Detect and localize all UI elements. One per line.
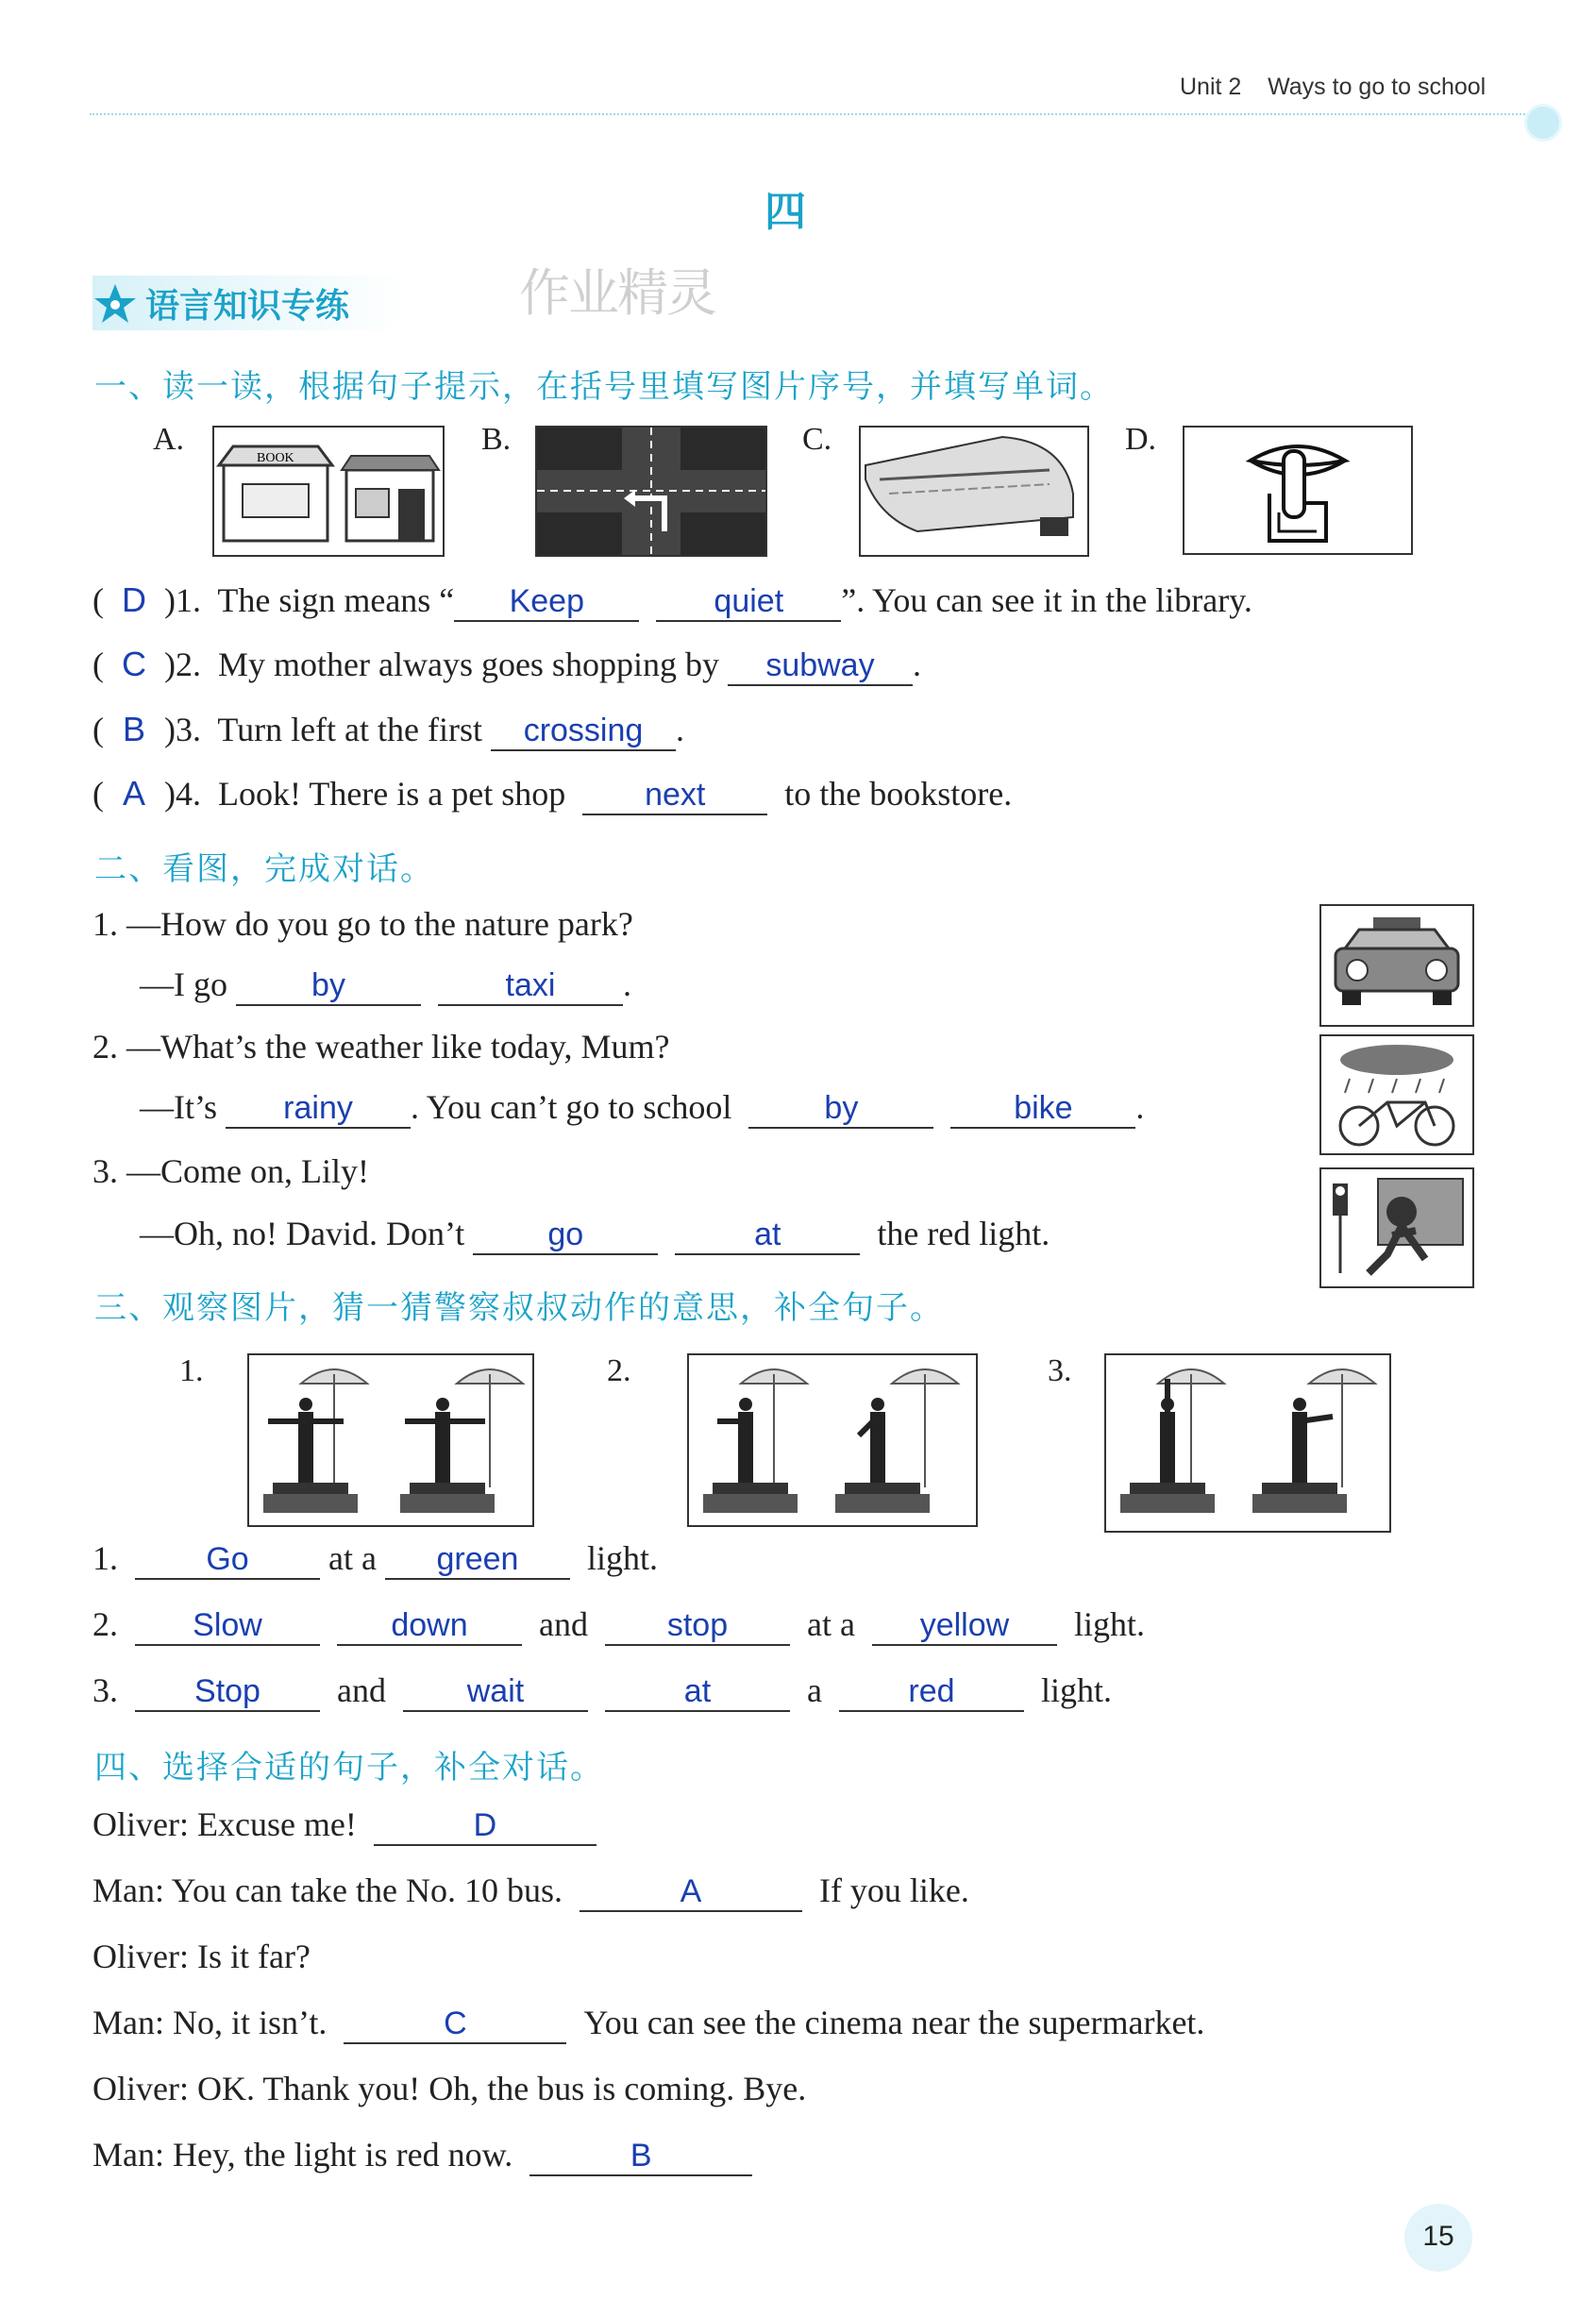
dialog-line-1 [92, 1804, 596, 1846]
item4-answer: A [122, 774, 145, 813]
dialog6-blank[interactable]: B [529, 2137, 752, 2176]
item3-answer: B [122, 710, 145, 748]
s3-blank4[interactable]: red [839, 1672, 1024, 1712]
q2-post: . [1135, 1088, 1145, 1126]
q2-pre: —It’s [140, 1088, 218, 1126]
section-title: 四 [764, 188, 806, 236]
pic-label-d: D. [1125, 422, 1157, 457]
item4-post: to the bookstore. [784, 775, 1013, 813]
picture-crossing [535, 426, 767, 557]
star-icon [92, 281, 138, 327]
s1-text1: at a [328, 1539, 377, 1577]
s2-text2: at a [806, 1605, 855, 1643]
item1-answer: D [122, 580, 146, 619]
s2-blank1[interactable]: Slow [135, 1606, 320, 1646]
dialog1-text: Oliver: Excuse me! [92, 1805, 357, 1843]
part1-item-2: ( C )2. My mother always goes shopping by subway . [92, 645, 921, 686]
pic-label-b: B. [481, 422, 512, 457]
q1-post: . [623, 965, 631, 1003]
q2-blank3[interactable]: bike [950, 1089, 1135, 1129]
dialog2-text: Man: You can take the No. 10 bus. [92, 1871, 563, 1909]
q1-blank2[interactable]: taxi [438, 966, 623, 1006]
dialog4-blank[interactable]: C [344, 2005, 566, 2044]
police-pic-label-2: 2. [607, 1353, 631, 1388]
item2-answer: C [122, 645, 146, 683]
item1-blank2[interactable]: quiet [656, 582, 841, 622]
s2-blank2[interactable]: down [337, 1606, 522, 1646]
watermark: 作业精灵 [519, 263, 715, 323]
s1-blank2[interactable]: green [385, 1540, 570, 1580]
item1-blank1[interactable]: Keep [454, 582, 639, 622]
s3-blank2[interactable]: wait [403, 1672, 588, 1712]
dialog-line-3 [92, 1937, 311, 1976]
item3-post: . [676, 711, 684, 748]
item4-number: )4. [164, 775, 201, 813]
s3-text1: and [337, 1671, 386, 1709]
item3-pre: Turn left at the first [217, 711, 482, 748]
picture-police-stop [1104, 1353, 1391, 1533]
picture-rain-bike [1319, 1034, 1474, 1155]
q3-blank2[interactable]: at [675, 1216, 860, 1255]
banner [92, 276, 404, 330]
part2-q2-line1: 2. —What’s the weather like today, Mum? [92, 1028, 670, 1066]
s1-text2: light. [586, 1539, 658, 1577]
dialog-line-6 [92, 2135, 752, 2176]
part4-heading: 四、选择合适的句子，补全对话。 [94, 1749, 604, 1787]
picture-taxi [1319, 904, 1474, 1027]
part3-heading: 三、观察图片，猜一猜警察叔叔动作的意思，补全句子。 [94, 1289, 944, 1327]
item1-pre: The sign means “ [217, 581, 455, 619]
pic-label-a: A. [153, 422, 185, 457]
dialog4-text: Man: No, it isn’t. [92, 2004, 328, 2041]
s2-text3: light. [1073, 1605, 1145, 1643]
part1-heading: 一、读一读，根据句子提示，在括号里填写图片序号，并填写单词。 [94, 368, 1114, 406]
picture-police-slow [687, 1353, 978, 1527]
dialog3-text: Oliver: Is it far? [92, 1938, 311, 1975]
part3-sentence-3 [92, 1670, 1112, 1712]
part3-sentence-2 [92, 1604, 1145, 1646]
unit-title: Ways to go to school [1268, 74, 1487, 100]
item2-post: . [912, 646, 921, 683]
page-number: 15 [1422, 2221, 1454, 2252]
dialog2-after: If you like. [818, 1871, 969, 1909]
header-divider [90, 113, 1529, 115]
banner-text: 语言知识专练 [145, 286, 350, 326]
s3-text3: light. [1040, 1671, 1112, 1709]
item1-number: )1. [164, 581, 201, 619]
s3-number: 3. [92, 1671, 118, 1709]
part1-item-4: ( A )4. Look! There is a pet shop next to the bookstore. [92, 774, 1012, 815]
picture-quiet-sign [1183, 426, 1413, 555]
part2-q3-line1: 3. —Come on, Lily! [92, 1152, 369, 1190]
police-pic-label-3: 3. [1048, 1353, 1072, 1388]
q1-blank1[interactable]: by [236, 966, 421, 1006]
header-circle-icon [1524, 104, 1562, 142]
part2-q1-line2 [140, 965, 631, 1006]
pic-label-c: C. [802, 422, 832, 457]
dialog1-blank[interactable]: D [374, 1806, 596, 1846]
unit-label: Unit 2 [1180, 74, 1242, 100]
dialog4-after: You can see the cinema near the supermarket. [583, 2004, 1205, 2041]
picture-subway-train [859, 426, 1089, 557]
police-pic-label-1: 1. [179, 1353, 204, 1388]
item2-pre: My mother always goes shopping by [218, 646, 719, 683]
item1-post: ”. You can see it in the library. [841, 581, 1252, 619]
q1-pre: —I go [140, 965, 227, 1003]
q3-pre: —Oh, no! David. Don’t [140, 1215, 465, 1252]
q2-blank2[interactable]: by [748, 1089, 933, 1129]
q3-post: the red light. [877, 1215, 1050, 1252]
part2-q3-line2 [140, 1214, 1050, 1255]
item4-blank[interactable]: next [582, 776, 767, 815]
running-header [1180, 74, 1486, 101]
s1-number: 1. [92, 1539, 118, 1577]
svg-text:BOOK: BOOK [257, 451, 294, 465]
q2-blank1[interactable]: rainy [226, 1089, 411, 1129]
dialog6-text: Man: Hey, the light is red now. [92, 2136, 513, 2173]
item3-blank[interactable]: crossing [491, 712, 676, 751]
s2-number: 2. [92, 1605, 118, 1643]
dialog-line-2 [92, 1871, 969, 1912]
picture-red-light [1319, 1167, 1474, 1288]
s1-blank1[interactable]: Go [135, 1540, 320, 1580]
s3-blank3[interactable]: at [605, 1672, 790, 1712]
picture-shop-street [212, 426, 445, 557]
dialog-line-5 [92, 2069, 806, 2108]
part3-sentence-1 [92, 1538, 658, 1580]
item2-number: )2. [164, 646, 201, 683]
item3-number: )3. [164, 711, 201, 748]
page-number-badge [1404, 2204, 1472, 2272]
part2-q2-line2 [140, 1087, 1144, 1129]
part1-item-1: ( D )1. The sign means “ Keep quiet ”. You can see it in the library. [92, 580, 1252, 622]
part2-q1-line1: 1. —How do you go to the nature park? [92, 905, 633, 943]
s2-blank3[interactable]: stop [605, 1606, 790, 1646]
picture-police-go [247, 1353, 534, 1527]
dialog5-text: Oliver: OK. Thank you! Oh, the bus is coming. Bye. [92, 2070, 807, 2107]
s3-text2: a [806, 1671, 822, 1709]
dialog-line-4 [92, 2003, 1204, 2044]
q3-blank1[interactable]: go [473, 1216, 658, 1255]
part2-heading: 二、看图，完成对话。 [94, 850, 434, 888]
item4-pre: Look! There is a pet shop [218, 775, 566, 813]
dialog2-blank[interactable]: A [580, 1872, 802, 1912]
s2-text1: and [539, 1605, 588, 1643]
s3-blank1[interactable]: Stop [135, 1672, 320, 1712]
part1-item-3: ( B )3. Turn left at the first crossing . [92, 710, 684, 751]
q2-mid: . You can’t go to school [411, 1088, 732, 1126]
item2-blank[interactable]: subway [728, 646, 913, 686]
s2-blank4[interactable]: yellow [872, 1606, 1057, 1646]
